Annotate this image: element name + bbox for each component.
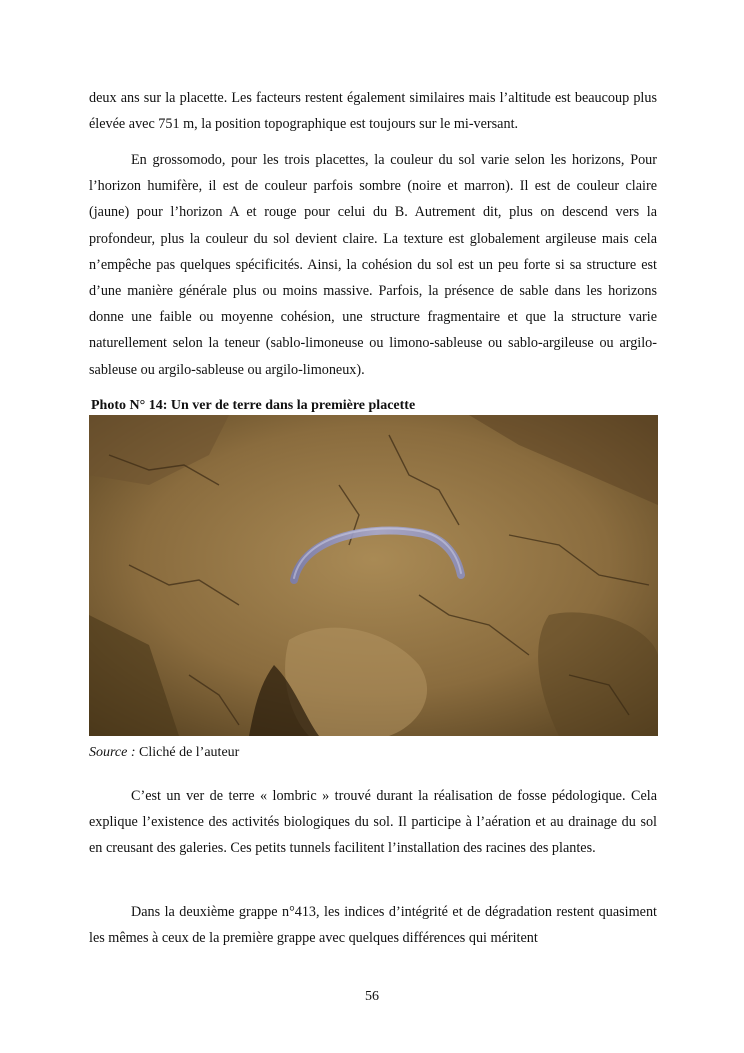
page-number: 56 bbox=[365, 989, 379, 1004]
source-text: Cliché de l’auteur bbox=[139, 745, 240, 760]
paragraph-second-cluster: Dans la deuxième grappe n°413, les indices d’intégrité et de dégradation restent quasiment les mêmes à ceux de la première grappe avec quelques différences qui méritent bbox=[89, 904, 657, 947]
source-label: Source : bbox=[89, 745, 136, 760]
paragraph-soil-color-texture: En grossomodo, pour les trois placettes, la couleur du sol varie selon les horizons, Pour l’horizon humifère, il est de couleur parfois sombre (noire et marron). Il est de couleur claire (jaune) pour l’horizon A et rouge pour celui du B. Autrement dit, plus on descend vers la profondeur, plus la couleur du sol devient claire. La texture est globalement argileuse mais cela n’empêche pas quelques spécificités. Ainsi, la cohésion du sol est un peu forte si sa structure est d’une manière générale plus ou moins massive. Parfois, la présence de sable dans les horizons donne une faible ou moyenne cohésion, une structure fragmentaire et que la structure varie naturellement selon la teneur (sablo-limoneuse ou limono-sableuse ou sablo-argileuse ou argilo-sableuse ou argilo-sableuse ou argilo-limoneux). bbox=[89, 152, 657, 378]
paragraph-altitude: deux ans sur la placette. Les facteurs restent également similaires mais l’altitude est beaucoup plus élevée avec 751 m, la position topographique est toujours sur le mi-versant. bbox=[89, 90, 657, 133]
photo-caption: Photo N° 14: Un ver de terre dans la première placette bbox=[91, 398, 416, 413]
earthworm-photo bbox=[89, 415, 658, 736]
earthworm-photo-illustration bbox=[89, 415, 658, 736]
photo-source bbox=[89, 745, 239, 761]
paragraph-earthworm-description: C’est un ver de terre « lombric » trouvé durant la réalisation de fosse pédologique. Cela explique l’existence des activités biologiques du sol. Il participe à l’aération et au drainage du sol en creusant des galeries. Ces petits tunnels facilitent l’installation des racines des plantes. bbox=[89, 788, 657, 857]
